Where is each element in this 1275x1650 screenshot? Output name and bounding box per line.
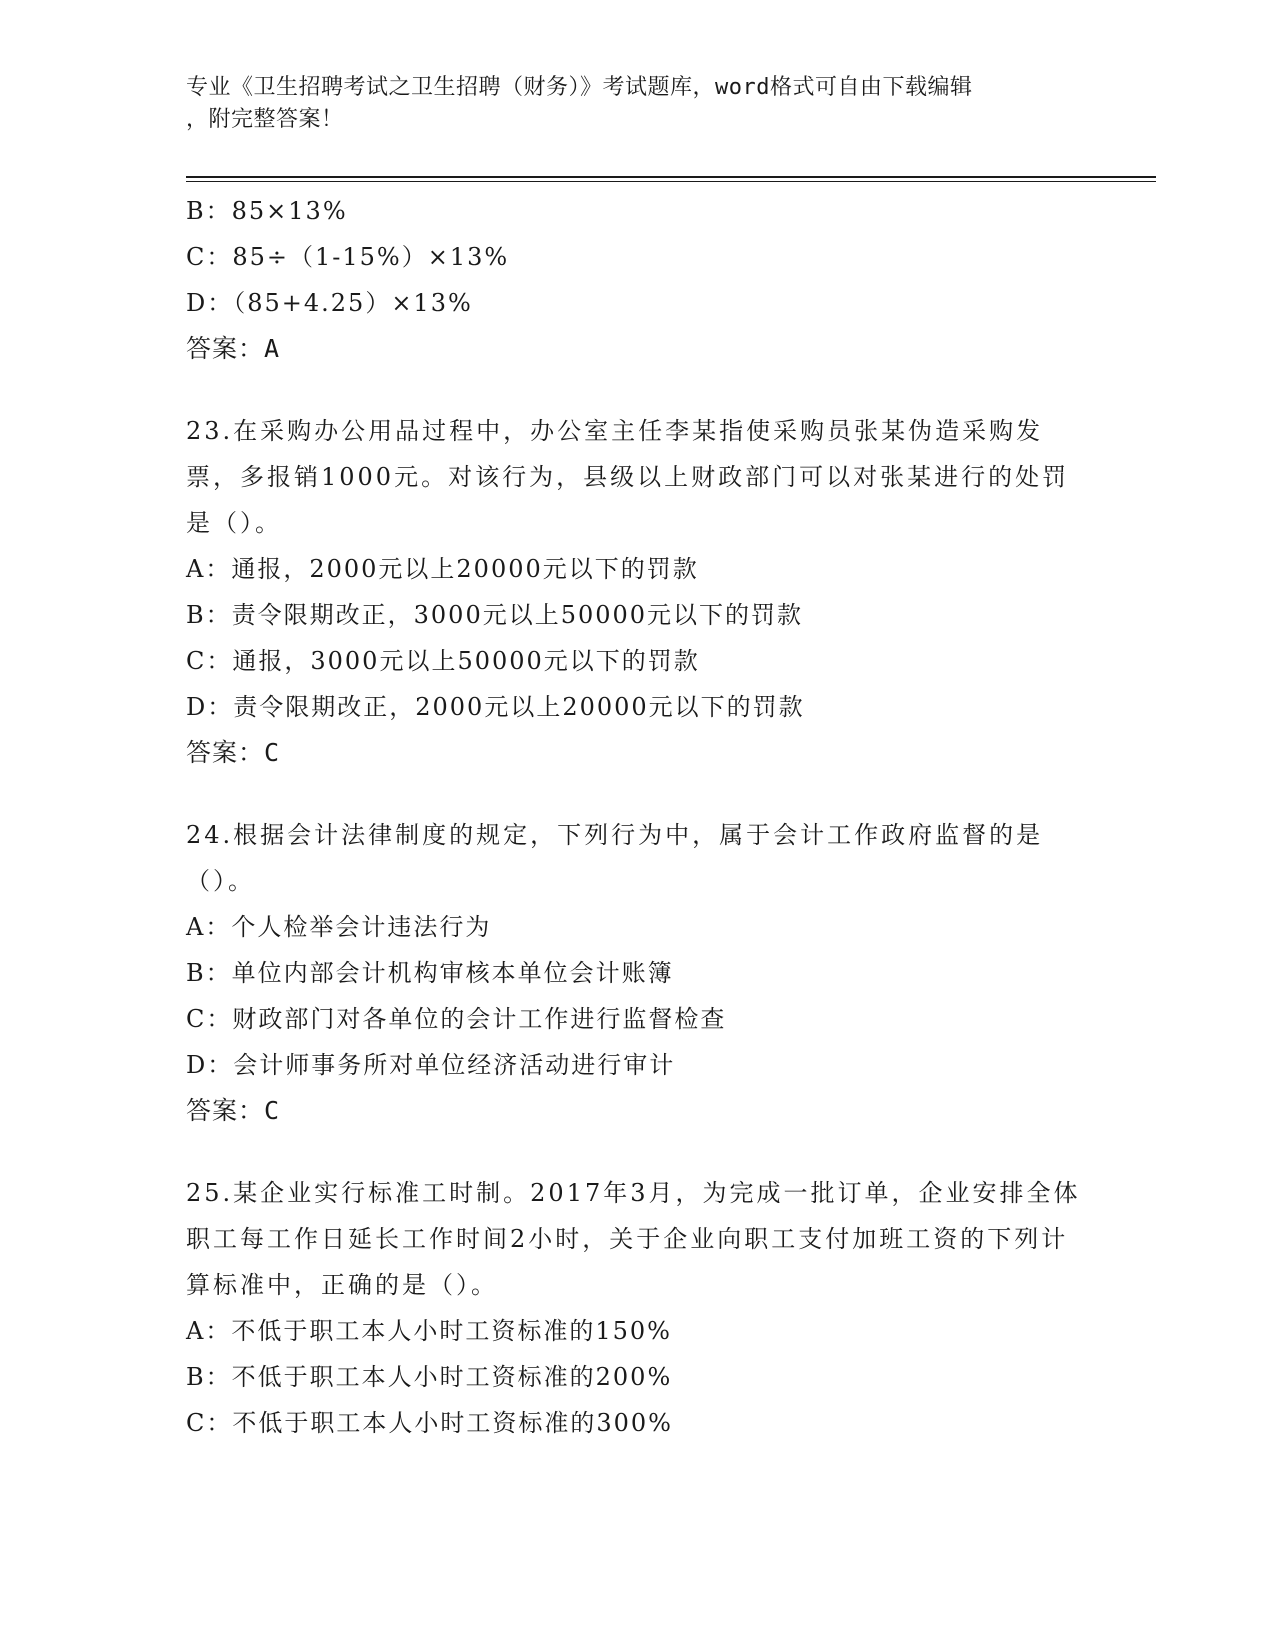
question-25 <box>186 1170 1086 1446</box>
q24-stem: 24.根据会计法律制度的规定，下列行为中，属于会计工作政府监督的是（）。 <box>186 821 1044 895</box>
q22-option-c: C：85÷（1-15%）×13% <box>186 243 510 271</box>
header-rule-thin <box>186 181 1156 182</box>
q23-answer: 答案：C <box>186 738 281 767</box>
q23-option-b: B：责令限期改正，3000元以上50000元以下的罚款 <box>186 601 804 629</box>
q25-option-c: C：不低于职工本人小时工资标准的300% <box>186 1409 673 1437</box>
q24-option-a: A：个人检举会计违法行为 <box>186 913 492 941</box>
q24-option-d: D：会计师事务所对单位经济活动进行审计 <box>186 1051 676 1079</box>
q22-option-b: B：85×13% <box>186 197 348 225</box>
q24-option-b: B：单位内部会计机构审核本单位会计账簿 <box>186 959 674 987</box>
q25-option-a: A：不低于职工本人小时工资标准的150% <box>186 1317 672 1345</box>
q23-option-d: D：责令限期改正，2000元以上20000元以下的罚款 <box>186 693 805 721</box>
q25-option-b: B：不低于职工本人小时工资标准的200% <box>186 1363 673 1391</box>
document-header <box>186 72 1086 136</box>
q23-option-a: A：通报，2000元以上20000元以下的罚款 <box>186 555 699 583</box>
header-rule-thick <box>186 176 1156 178</box>
question-23 <box>186 408 1086 776</box>
q23-stem: 23.在采购办公用品过程中，办公室主任李某指使采购员张某伪造采购发票，多报销1000元。对该行为，县级以上财政部门可以对张某进行的处罚是（）。 <box>186 417 1070 537</box>
question-list <box>186 188 1086 1446</box>
q24-answer: 答案：C <box>186 1096 281 1125</box>
q23-option-c: C：通报，3000元以上50000元以下的罚款 <box>186 647 700 675</box>
question-24 <box>186 812 1086 1134</box>
header-line-1: 专业《卫生招聘考试之卫生招聘（财务）》考试题库，word格式可自由下载编辑 <box>186 75 973 100</box>
question-22-tail <box>186 188 1086 372</box>
q22-answer: 答案：A <box>186 334 281 363</box>
q24-option-c: C：财政部门对各单位的会计工作进行监督检查 <box>186 1005 727 1033</box>
q25-stem: 25.某企业实行标准工时制。2017年3月，为完成一批订单，企业安排全体职工每工作日延长工作时间2小时，关于企业向职工支付加班工资的下列计算标准中，正确的是（）。 <box>186 1179 1081 1299</box>
header-line-2: ，附完整答案！ <box>186 107 344 132</box>
q22-option-d: D：（85+4.25）×13% <box>186 289 473 317</box>
